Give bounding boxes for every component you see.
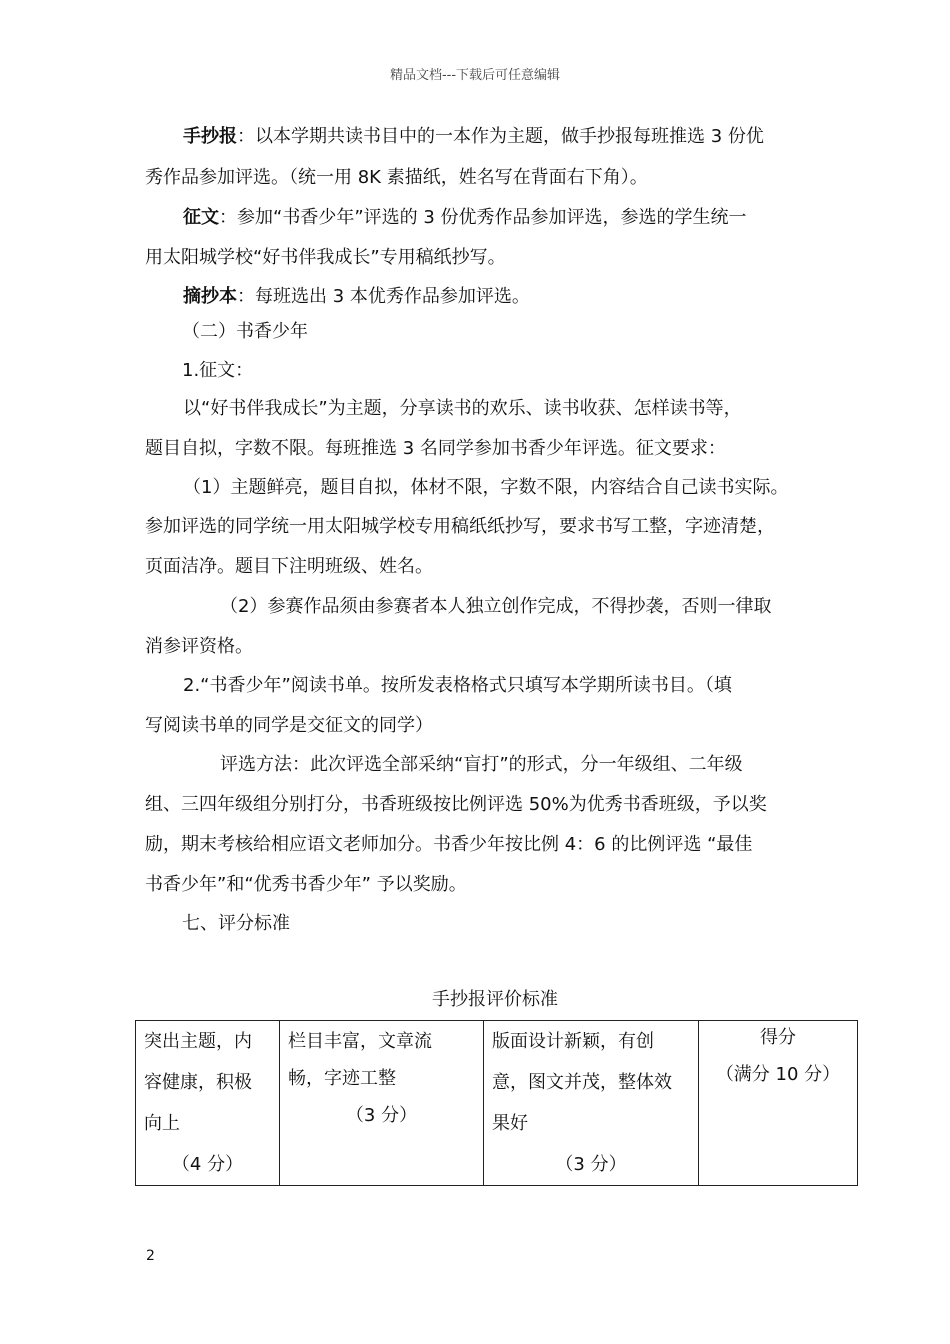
table-cell [280,1021,484,1186]
paragraph-line: 页面洁净。题目下注明班级、姓名。 [145,556,433,577]
paragraph-text: ：每班选出 3 本优秀作品参加评选。 [237,286,530,307]
term-label: 手抄报 [183,126,237,147]
paragraph-essay [183,206,747,230]
section-heading: （二）书香少年 [182,321,308,342]
requirement-1: （1）主题鲜亮，题目自拟，体材不限，字数不限，内容结合自己读书实际。 [183,477,789,498]
paragraph-text: ：以本学期共读书目中的一本作为主题，做手抄报每班推选 3 份优 [237,126,764,147]
paragraph-line: 题目自拟，字数不限。每班推选 3 名同学参加书香少年评选。征文要求： [145,438,726,459]
table-caption: 手抄报评价标准 [432,989,558,1010]
paragraph-handwritten-newspaper [183,125,764,149]
page-header: 精品文档---下载后可任意编辑 [389,68,561,83]
cell-score: （4 分） [171,1154,244,1175]
paragraph-text: ：参加“书香少年”评选的 3 份优秀作品参加评选，参选的学生统一 [219,207,747,228]
paragraph-line: 用太阳城学校“好书伴我成长”专用稿纸抄写。 [145,247,506,268]
cell-text: 版面设计新颖，有创 [492,1031,654,1052]
paragraph-line: 组、三四年级组分别打分，书香班级按比例评选 50%为优秀书香班级，予以奖 [145,794,767,815]
table-row [136,1021,858,1186]
cell-score: （满分 10 分） [715,1064,841,1085]
list-item-heading: 1.征文： [182,360,254,381]
cell-text: 果好 [492,1113,528,1134]
paragraph-line: 书香少年”和“优秀书香少年” 予以奖励。 [145,874,467,895]
scoring-table [135,1020,858,1186]
paragraph-excerpt [183,285,530,309]
cell-text: 得分 [760,1027,796,1048]
table-cell [136,1021,280,1186]
cell-text: 意，图文并茂，整体效 [492,1072,672,1093]
paragraph-line: 写阅读书单的同学是交征文的同学） [145,715,433,736]
evaluation-method: 评选方法：此次评选全部采纳“盲打”的形式，分一年级组、二年级 [220,754,743,775]
paragraph-line: 秀作品参加评选。（统一用 8K 素描纸，姓名写在背面右下角）。 [145,167,648,188]
term-label: 征文 [183,207,219,228]
requirement-2: （2）参赛作品须由参赛者本人独立创作完成，不得抄袭，否则一律取 [220,596,772,617]
section-heading: 七、评分标准 [182,913,290,934]
cell-text: 突出主题，内 [144,1031,252,1052]
paragraph-line: 励，期末考核给相应语文老师加分。书香少年按比例 4：6 的比例评选 “最佳 [145,834,753,855]
cell-text: 容健康，积极 [144,1072,252,1093]
paragraph-line: 消参评资格。 [145,636,253,657]
cell-text: 畅，字迹工整 [288,1068,396,1089]
list-item-reading-list: 2.“书香少年”阅读书单。按所发表格格式只填写本学期所读书目。（填 [183,675,732,696]
paragraph-line: 以“好书伴我成长”为主题，分享读书的欢乐、读书收获、怎样读书等， [183,398,742,419]
paragraph-line: 参加评选的同学统一用太阳城学校专用稿纸纸抄写，要求书写工整，字迹清楚， [145,516,775,537]
cell-text: 栏目丰富，文章流 [288,1031,432,1052]
cell-text: 向上 [144,1113,180,1134]
table-cell [484,1021,699,1186]
table-cell [699,1021,858,1186]
cell-score: （3 分） [555,1154,627,1175]
term-label: 摘抄本 [183,286,237,307]
page-number: 2 [146,1248,155,1264]
cell-score: （3 分） [345,1105,418,1126]
